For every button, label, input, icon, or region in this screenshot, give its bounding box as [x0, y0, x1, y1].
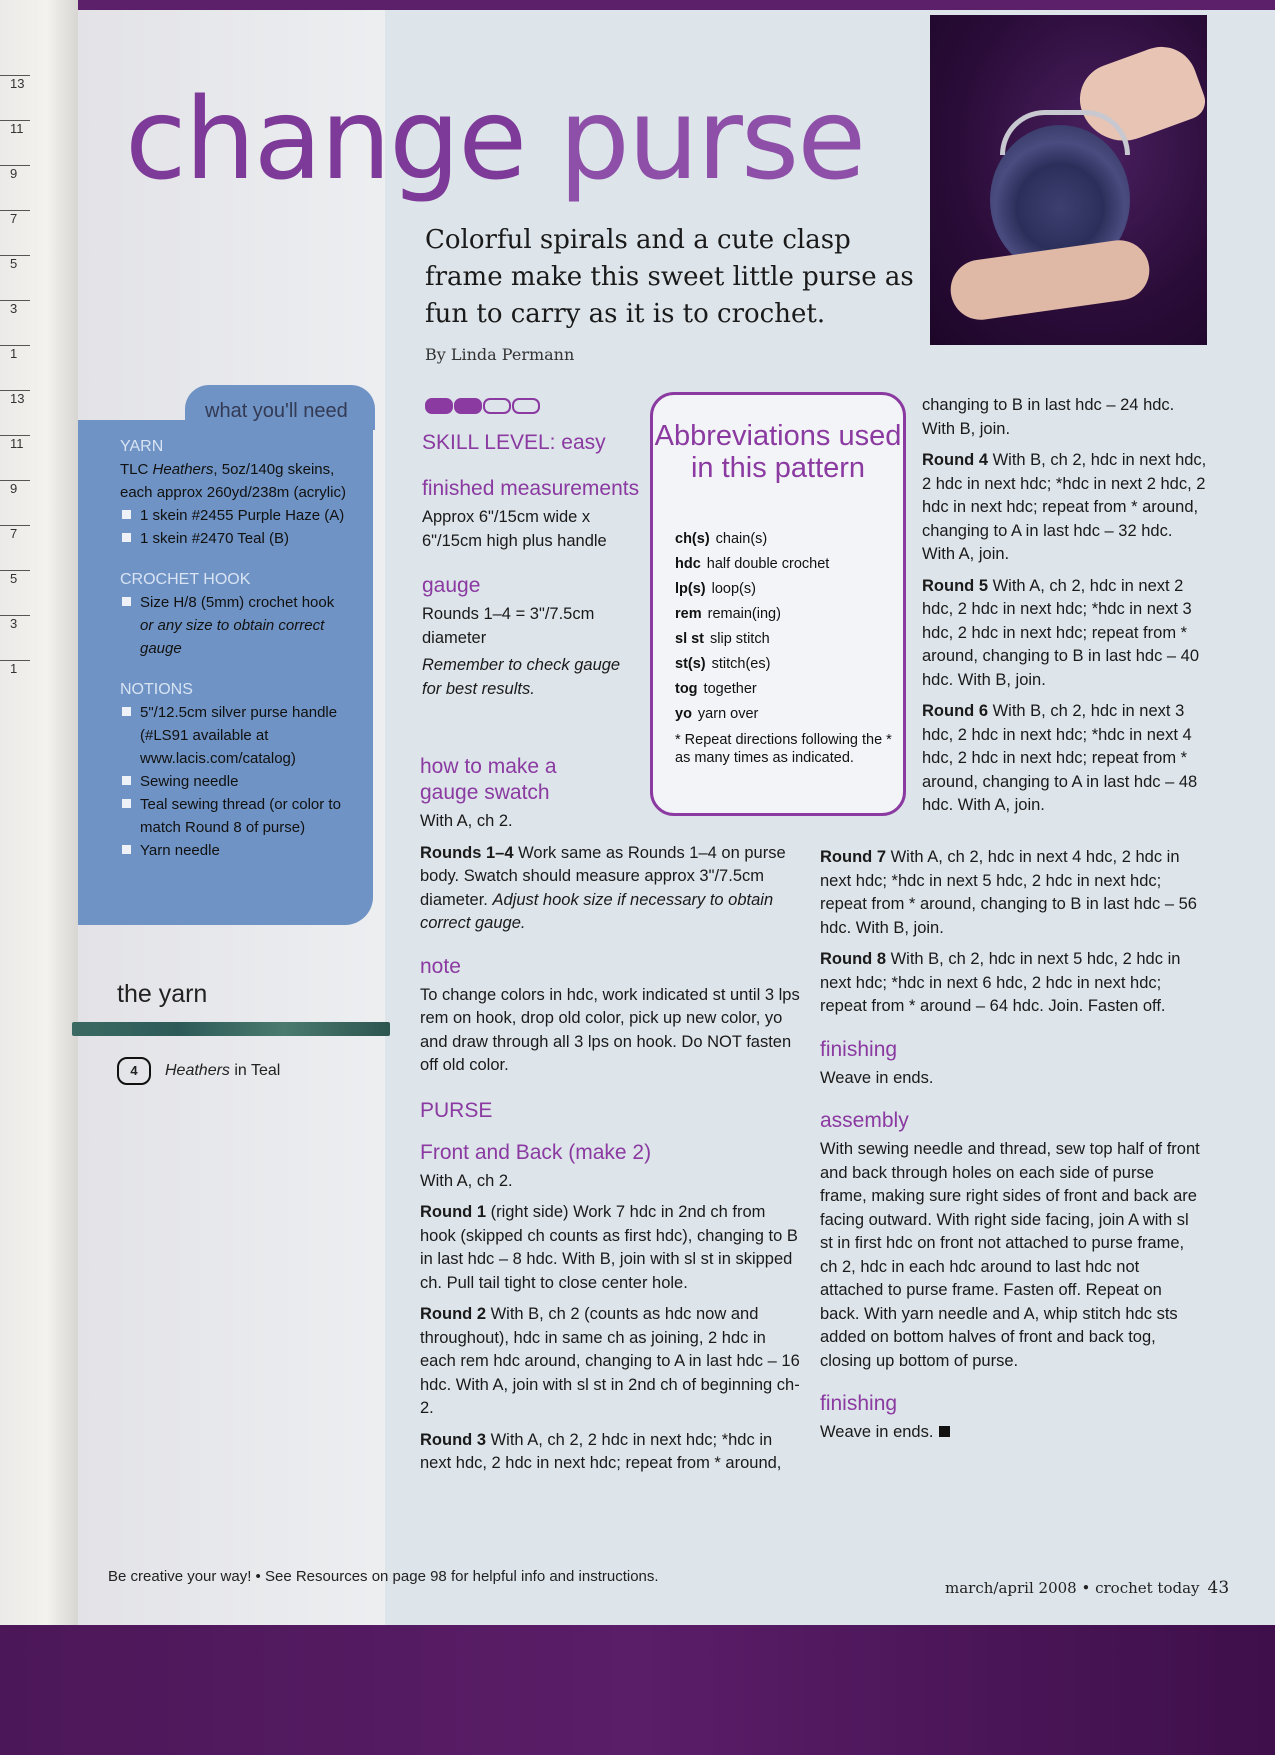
assembly-text: With sewing needle and thread, sew top half of front and back through holes on each side of purse frame, making sure right sides of front and back are facing outward. With right side facing, join A with sl st in first hdc on front not attached to purse frame, ch 2, hdc in each hdc around to last hdc not attached to purse frame. Fasten off. Repeat on back. With yarn needle and A, whip stitch hdc sts added on bottom halves of front and back tog, closing up bottom of purse. — [820, 1140, 1200, 1370]
finishing-text: Weave in ends. — [820, 1068, 934, 1087]
ruler-mark: 9 — [0, 165, 30, 181]
front-back-text: With A, ch 2. — [420, 1171, 513, 1190]
finishing-2-text: Weave in ends. — [820, 1421, 1200, 1445]
abbr-item: st(s) stitch(es) — [675, 656, 771, 672]
ruler-mark: 5 — [0, 570, 30, 586]
round-1: Round 1 (right side) Work 7 hdc in 2nd ch from hook (skipped ch counts as first hdc), changing to B in last hdc – 8 hdc. With B, join with sl st in skipped ch. Pull tail tight to close center hole. — [420, 1203, 798, 1292]
assembly-heading: assembly — [820, 1109, 909, 1132]
footer-left: Be creative your way! • See Resources on page 98 for helpful info and instructions. — [108, 1568, 659, 1585]
ruler-mark: 9 — [0, 480, 30, 496]
notion-item: Sewing needle — [120, 770, 370, 793]
intro-text: Colorful spirals and a cute clasp frame make this sweet little purse as fun to carry as it is to crochet. — [425, 225, 914, 329]
purse-heading: PURSE — [420, 1098, 493, 1122]
finishing-2-heading: finishing — [820, 1392, 898, 1415]
yarn-note: 4 Heathers in Teal — [117, 1057, 280, 1085]
end-mark-icon — [939, 1426, 950, 1437]
column-2-lower — [820, 842, 1200, 1445]
round-4: Round 4 With B, ch 2, hdc in next hdc, 2 hdc in next hdc; *hdc in next 2 hdc, 2 hdc in next hdc; repeat from * around, changing to A in last hdc – 32 hdc. With A, join. — [922, 451, 1207, 563]
ruler-mark: 13 — [0, 75, 30, 91]
note-text: To change colors in hdc, work indicated st until 3 lps rem on hook, drop old color, pick up new color, yo and draw through all 3 lps on hook. Do NOT fasten off old color. — [420, 985, 800, 1074]
ruler-mark: 11 — [0, 120, 30, 136]
gauge-heading: gauge — [422, 574, 481, 597]
abbr-item: hdc half double crochet — [675, 556, 830, 572]
notions-heading: NOTIONS — [120, 681, 193, 698]
yarn-swatch — [72, 1022, 390, 1036]
yarn-heading: YARN — [120, 438, 164, 455]
page-title — [125, 75, 864, 205]
skill-dot-filled — [454, 398, 482, 414]
hand-bottom — [947, 236, 1153, 323]
round-7: Round 7 With A, ch 2, hdc in next 4 hdc, 2 hdc in next hdc; *hdc in next 5 hdc, 2 hdc in next hdc; repeat from * around, changing to B in last hdc – 56 hdc. With B, join. — [820, 848, 1197, 937]
finishing-heading: finishing — [820, 1037, 898, 1061]
abbr-item: rem remain(ing) — [675, 606, 781, 622]
round-3-cont: changing to B in last hdc – 24 hdc. With B, join. — [922, 396, 1175, 438]
abbr-item: tog together — [675, 681, 757, 697]
gauge-text: Rounds 1–4 = 3"/7.5cm diameter — [422, 605, 595, 647]
round-6: Round 6 With B, ch 2, hdc in next 3 hdc, 2 hdc in next hdc; *hdc in next 4 hdc, 2 hdc in next hdc; repeat from * around, changing to A in last hdc – 48 hdc. With A, join. — [922, 702, 1198, 814]
yarn-weight-icon: 4 — [117, 1057, 151, 1085]
column-1-mid — [420, 742, 800, 1476]
yarn-section-title: the yarn — [117, 980, 208, 1008]
notion-item: Yarn needle — [120, 839, 370, 862]
ruler-mark: 5 — [0, 255, 30, 271]
round-8: Round 8 With B, ch 2, hdc in next 5 hdc, 2 hdc in next hdc; *hdc in next 6 hdc, 2 hdc in next hdc; repeat from * around – 64 hdc. Join. Fasten off. — [820, 950, 1181, 1015]
title-part-1: change — [125, 75, 526, 205]
abbr-item: yo yarn over — [675, 706, 759, 722]
ruler-mark: 1 — [0, 345, 30, 361]
skill-dot-filled — [425, 398, 453, 414]
abbreviations-list — [675, 527, 900, 767]
ruler-mark: 7 — [0, 525, 30, 541]
color-ruler — [0, 75, 30, 755]
abbreviations-title: Abbreviations used in this pattern — [654, 420, 902, 484]
ruler-mark: 13 — [0, 390, 30, 406]
skill-level: SKILL LEVEL: easy — [422, 431, 606, 454]
rounds-1-4: Rounds 1–4 Work same as Rounds 1–4 on purse body. Swatch should measure approx 3"/7.5cm diameter. Adjust hook size if necessary to obtain correct gauge. — [420, 843, 786, 932]
byline: By Linda Permann — [425, 345, 575, 364]
abbr-item: ch(s) chain(s) — [675, 531, 768, 547]
finished-heading: finished measurements — [422, 477, 640, 500]
hook-item: Size H/8 (5mm) crochet hook or any size to obtain correct gauge — [120, 591, 370, 660]
skill-dot-empty — [512, 398, 540, 414]
footer-right: march/april 2008 • crochet today 43 — [945, 1578, 1230, 1598]
need-content — [120, 435, 370, 862]
note-heading: note — [420, 954, 461, 978]
yarn-item: 1 skein #2455 Purple Haze (A) — [120, 504, 370, 527]
ruler-mark: 7 — [0, 210, 30, 226]
skill-level-indicator — [425, 398, 541, 419]
abbr-item: lp(s) loop(s) — [675, 581, 756, 597]
page-number: 43 — [1207, 1578, 1230, 1598]
ruler-mark: 3 — [0, 300, 30, 316]
ruler-mark: 11 — [0, 435, 30, 451]
title-part-2: purse — [525, 75, 865, 205]
front-back-heading: Front and Back (make 2) — [420, 1140, 652, 1164]
ruler-mark: 3 — [0, 615, 30, 631]
purse-photo — [930, 15, 1207, 345]
need-title: what you'll need — [205, 400, 348, 422]
yarn-desc: TLC Heathers, 5oz/140g skeins, each approx 260yd/238m (acrylic) — [120, 461, 346, 501]
abbr-repeat-note: * Repeat directions following the * as many times as indicated. — [675, 732, 892, 766]
skill-dot-empty — [483, 398, 511, 414]
round-2: Round 2 With B, ch 2 (counts as hdc now and throughout), hdc in same ch as joining, 2 hdc in each rem hdc around, changing to A in last hdc – 16 hdc. With A, join with sl st in 2nd ch of beginning ch-2. — [420, 1305, 800, 1417]
ruler-mark: 1 — [0, 660, 30, 676]
bottom-band — [0, 1625, 1275, 1755]
round-5: Round 5 With A, ch 2, hdc in next 2 hdc, 2 hdc in next hdc; *hdc in next 3 hdc, 2 hdc in next hdc; repeat from * around, changing to B in last hdc – 40 hdc. With B, join. — [922, 576, 1200, 689]
swatch-heading: how to make a gauge swatch — [420, 755, 557, 804]
finished-text: Approx 6"/15cm wide x 6"/15cm high plus handle — [422, 508, 607, 550]
hook-heading: CROCHET HOOK — [120, 571, 251, 588]
abbr-item: sl st slip stitch — [675, 631, 770, 647]
column-2-top — [922, 390, 1207, 818]
yarn-item: 1 skein #2470 Teal (B) — [120, 527, 370, 550]
notion-item: Teal sewing thread (or color to match Round 8 of purse) — [120, 793, 370, 839]
swatch-text: With A, ch 2. — [420, 812, 513, 830]
notion-item: 5"/12.5cm silver purse handle (#LS91 available at www.lacis.com/catalog) — [120, 701, 370, 770]
gauge-note: Remember to check gauge for best results. — [422, 656, 621, 698]
round-3: Round 3 With A, ch 2, 2 hdc in next hdc; *hdc in next hdc, 2 hdc in next hdc; repeat from * around, — [420, 1430, 782, 1472]
